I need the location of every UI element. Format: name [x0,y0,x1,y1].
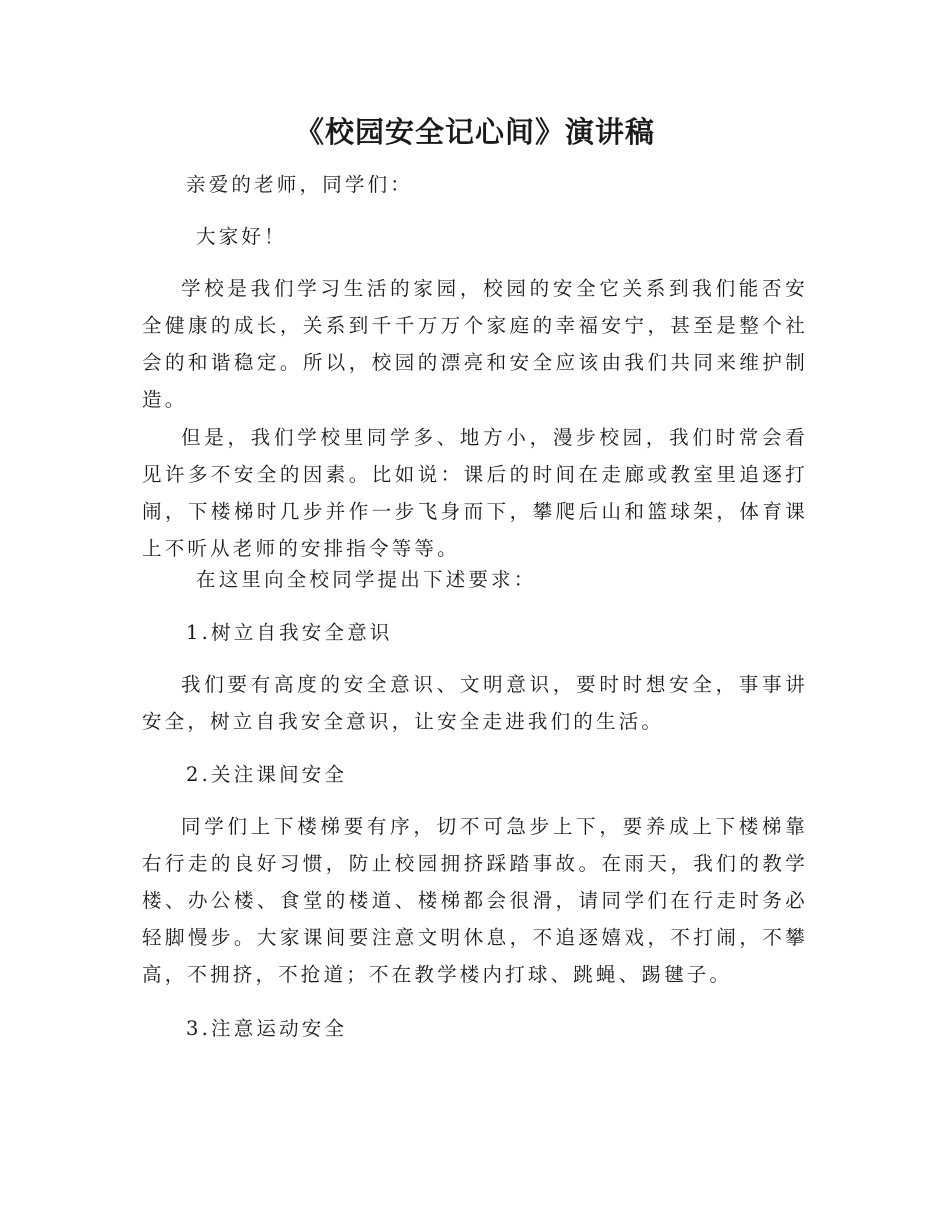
paragraph-2: 但是，我们学校里同学多、地方小，漫步校园，我们时常会看见许多不安全的因素。比如说：课后的时间在走廊或教室里追逐打闹，下楼梯时几步并作一步飞身而下，攀爬后山和篮球架，体育课上不听从老师的安排指令等等。 [142,426,808,560]
hello-line: 大家好！ [196,225,287,248]
section-1-body: 我们要有高度的安全意识、文明意识，要时时想安全，事事讲安全，树立自我安全意识，让安全走进我们的生活。 [142,673,808,733]
section-2-body: 同学们上下楼梯要有序，切不可急步上下，要养成上下楼梯靠右行走的良好习惯，防止校园拥挤踩踏事故。在雨天，我们的教学楼、办公楼、食堂的楼道、楼梯都会很滑，请同学们在行走时务必轻脚慢步。大家课间要注意文明休息，不追逐嬉戏，不打闹，不攀高，不拥挤，不抢道；不在教学楼内打球、跳蝇、踢毽子。 [142,815,808,986]
section-3-heading: 3.注意运动安全 [186,1017,348,1040]
document-title: 《校园安全记心间》演讲稿 [294,115,655,149]
paragraph-1: 学校是我们学习生活的家园，校园的安全它关系到我们能否安全健康的成长，关系到千千万万个家庭的幸福安宁，甚至是整个社会的和谐稳定。所以，校园的漂亮和安全应该由我们共同来维护制造。 [142,277,808,411]
section-1-heading: 1.树立自我安全意识 [186,621,393,644]
greeting: 亲爱的老师，同学们： [186,173,414,196]
section-2-heading: 2.关注课间安全 [186,763,348,786]
requirements-intro: 在这里向全校同学提出下述要求： [196,568,537,591]
